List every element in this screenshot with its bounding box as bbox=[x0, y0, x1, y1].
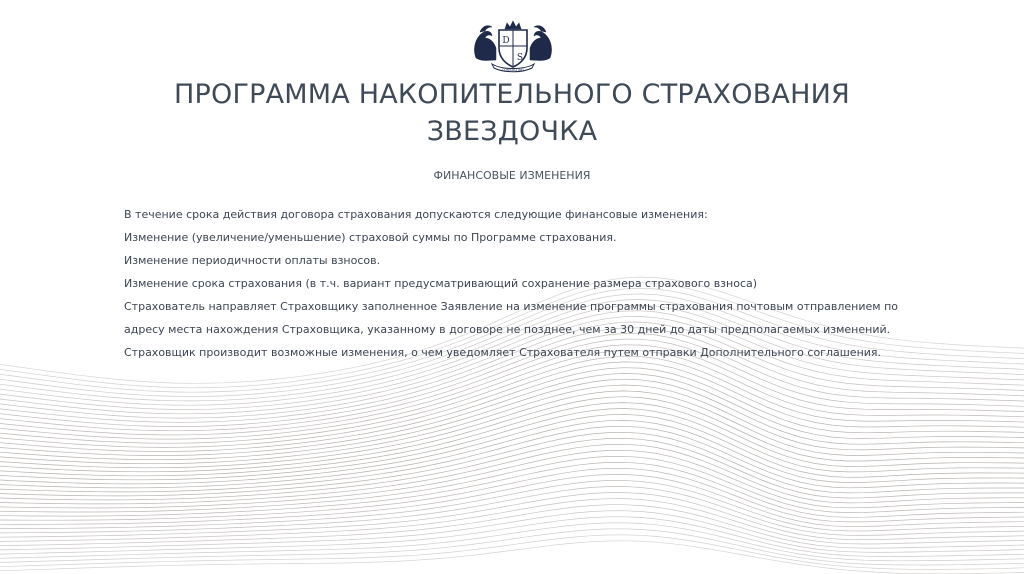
heraldic-crest-icon bbox=[470, 18, 556, 74]
body-line: Изменение (увеличение/уменьшение) страховой суммы по Программе страхования. bbox=[124, 231, 617, 244]
wave-line bbox=[0, 397, 1024, 472]
wave-line bbox=[0, 462, 1024, 517]
wave-line bbox=[0, 444, 1024, 504]
body-text bbox=[124, 206, 924, 367]
svg-text:S: S bbox=[516, 53, 524, 63]
svg-text:CONSULTING: CONSULTING bbox=[501, 68, 525, 72]
body-line: В течение срока действия договора страхования допускаются следующие финансовые изменения: bbox=[124, 208, 708, 221]
wave-line bbox=[0, 432, 1024, 496]
body-line: Изменение срока страхования (в т.ч. вариант предусматривающий сохранение размера страхового взноса) bbox=[124, 277, 758, 290]
wave-line bbox=[0, 468, 1024, 522]
body-line: Страховщик производит возможные изменения, о чем уведомляет Страхователя путем отправки Дополнительного соглашения. bbox=[124, 346, 882, 359]
wave-line bbox=[0, 481, 1024, 532]
body-line: Страхователь направляет Страховщику заполненное Заявление на изменение программы страхования почтовым отправлением по bbox=[124, 300, 899, 313]
body-line: адресу места нахождения Страховщика, указанному в договоре не позднее, чем за 30 дней до даты предполагаемых изменений. bbox=[124, 323, 891, 336]
title-line-2: ЗВЕЗДОЧКА bbox=[426, 116, 598, 147]
svg-text:D: D bbox=[502, 36, 510, 46]
section-subtitle: ФИНАНСОВЫЕ ИЗМЕНЕНИЯ bbox=[433, 169, 591, 182]
wave-line bbox=[0, 414, 1024, 484]
title-line-1: ПРОГРАММА НАКОПИТЕЛЬНОГО СТРАХОВАНИЯ bbox=[174, 79, 850, 110]
body-line: Изменение периодичности оплаты взносов. bbox=[124, 254, 381, 267]
page-title bbox=[0, 76, 1024, 150]
wave-line bbox=[0, 456, 1024, 512]
wave-line bbox=[0, 523, 1024, 561]
